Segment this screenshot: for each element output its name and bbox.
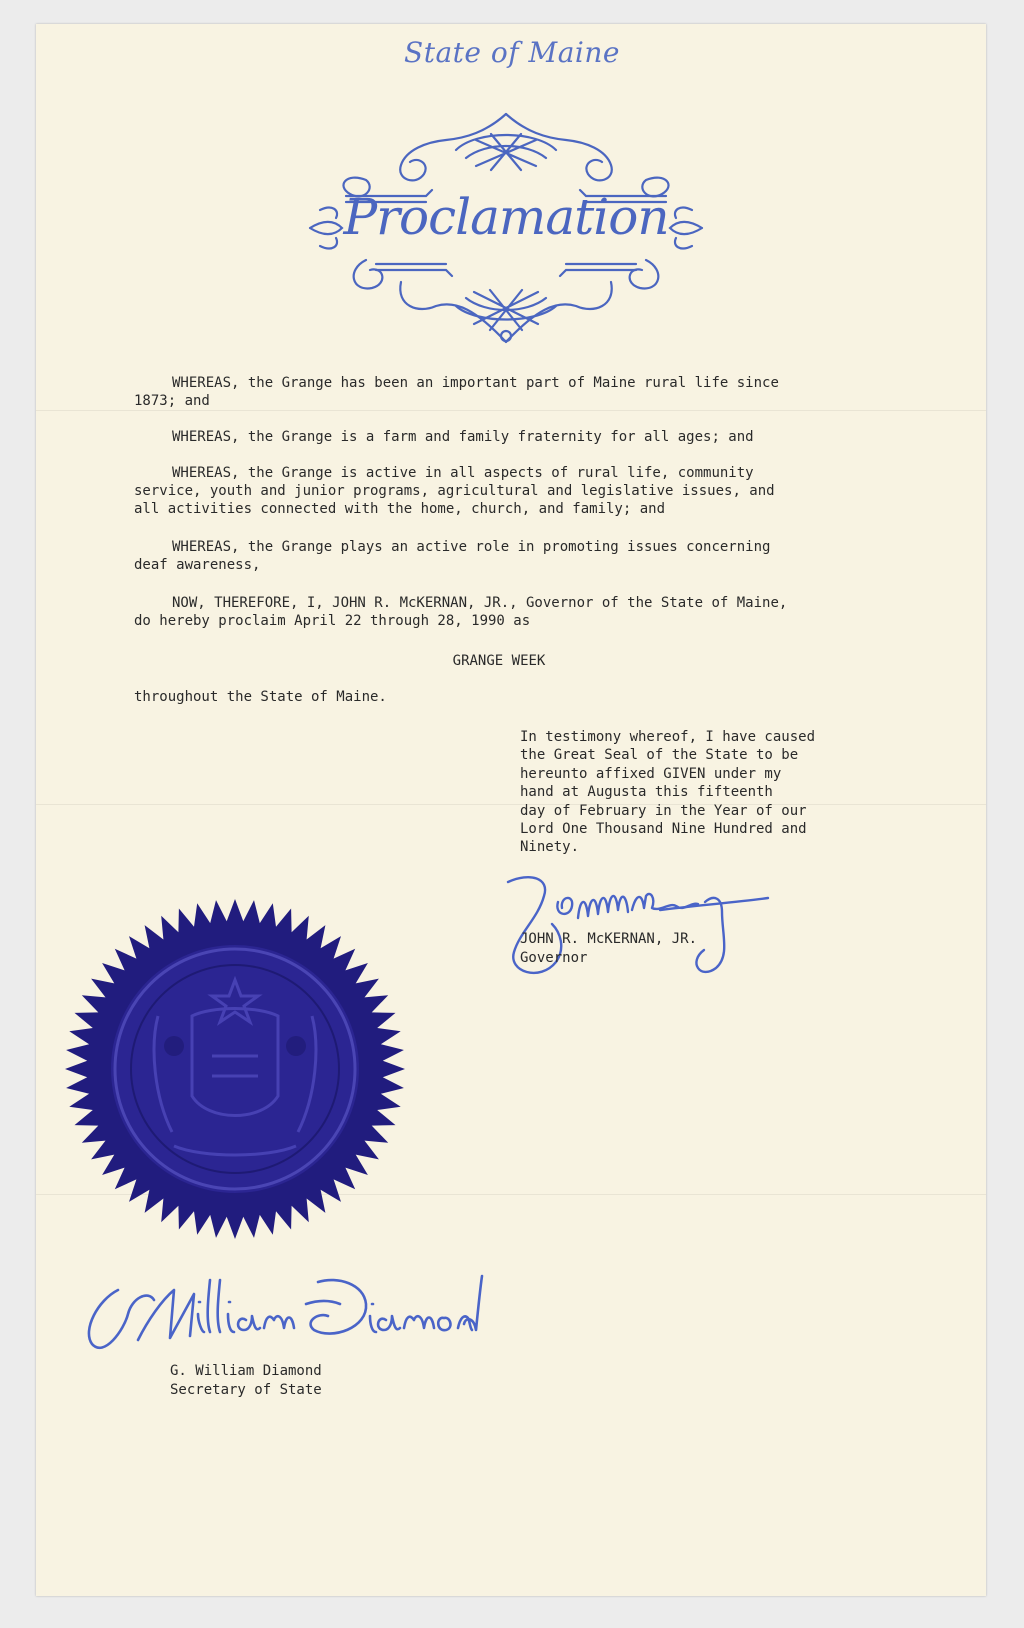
paper-fold bbox=[36, 410, 986, 411]
secretary-title: Secretary of State bbox=[170, 1382, 322, 1398]
secretary-block bbox=[170, 1362, 322, 1400]
great-seal-of-maine bbox=[62, 896, 408, 1242]
testimony-block: In testimony whereof, I have caused the Great Seal of the State to be hereunto affixed GIVEN under my hand at Augusta this fifteenth day of February in the Year of our Lord One Thousand Nine Hundred and Ninety. bbox=[520, 729, 816, 856]
secretary-signature bbox=[78, 1270, 488, 1370]
whereas-paragraph: WHEREAS, the Grange plays an active role in promoting issues concerning deaf awareness, bbox=[134, 539, 771, 573]
proclaimed-event: GRANGE WEEK bbox=[452, 653, 546, 669]
whereas-paragraph: WHEREAS, the Grange is active in all aspects of rural life, community service, youth and junior programs, agricultural and legislative issues, and all activities connected with the home, church, and family; and bbox=[134, 465, 775, 517]
secretary-name: G. William Diamond bbox=[170, 1363, 322, 1379]
whereas-paragraph: WHEREAS, the Grange is a farm and family fraternity for all ages; and bbox=[172, 429, 754, 445]
therefore-paragraph: NOW, THEREFORE, I, JOHN R. McKERNAN, JR., Governor of the State of Maine, do hereby proclaim April 22 through 28, 1990 as bbox=[134, 595, 788, 629]
closing-line: throughout the State of Maine. bbox=[134, 689, 387, 705]
governor-block bbox=[520, 930, 697, 968]
whereas-paragraph: WHEREAS, the Grange has been an important part of Maine rural life since 1873; and bbox=[134, 375, 779, 409]
governor-title: Governor bbox=[520, 950, 588, 966]
state-heading: State of Maine bbox=[404, 36, 620, 69]
proclamation-title: Proclamation bbox=[343, 188, 669, 246]
governor-name: JOHN R. McKERNAN, JR. bbox=[520, 931, 698, 947]
